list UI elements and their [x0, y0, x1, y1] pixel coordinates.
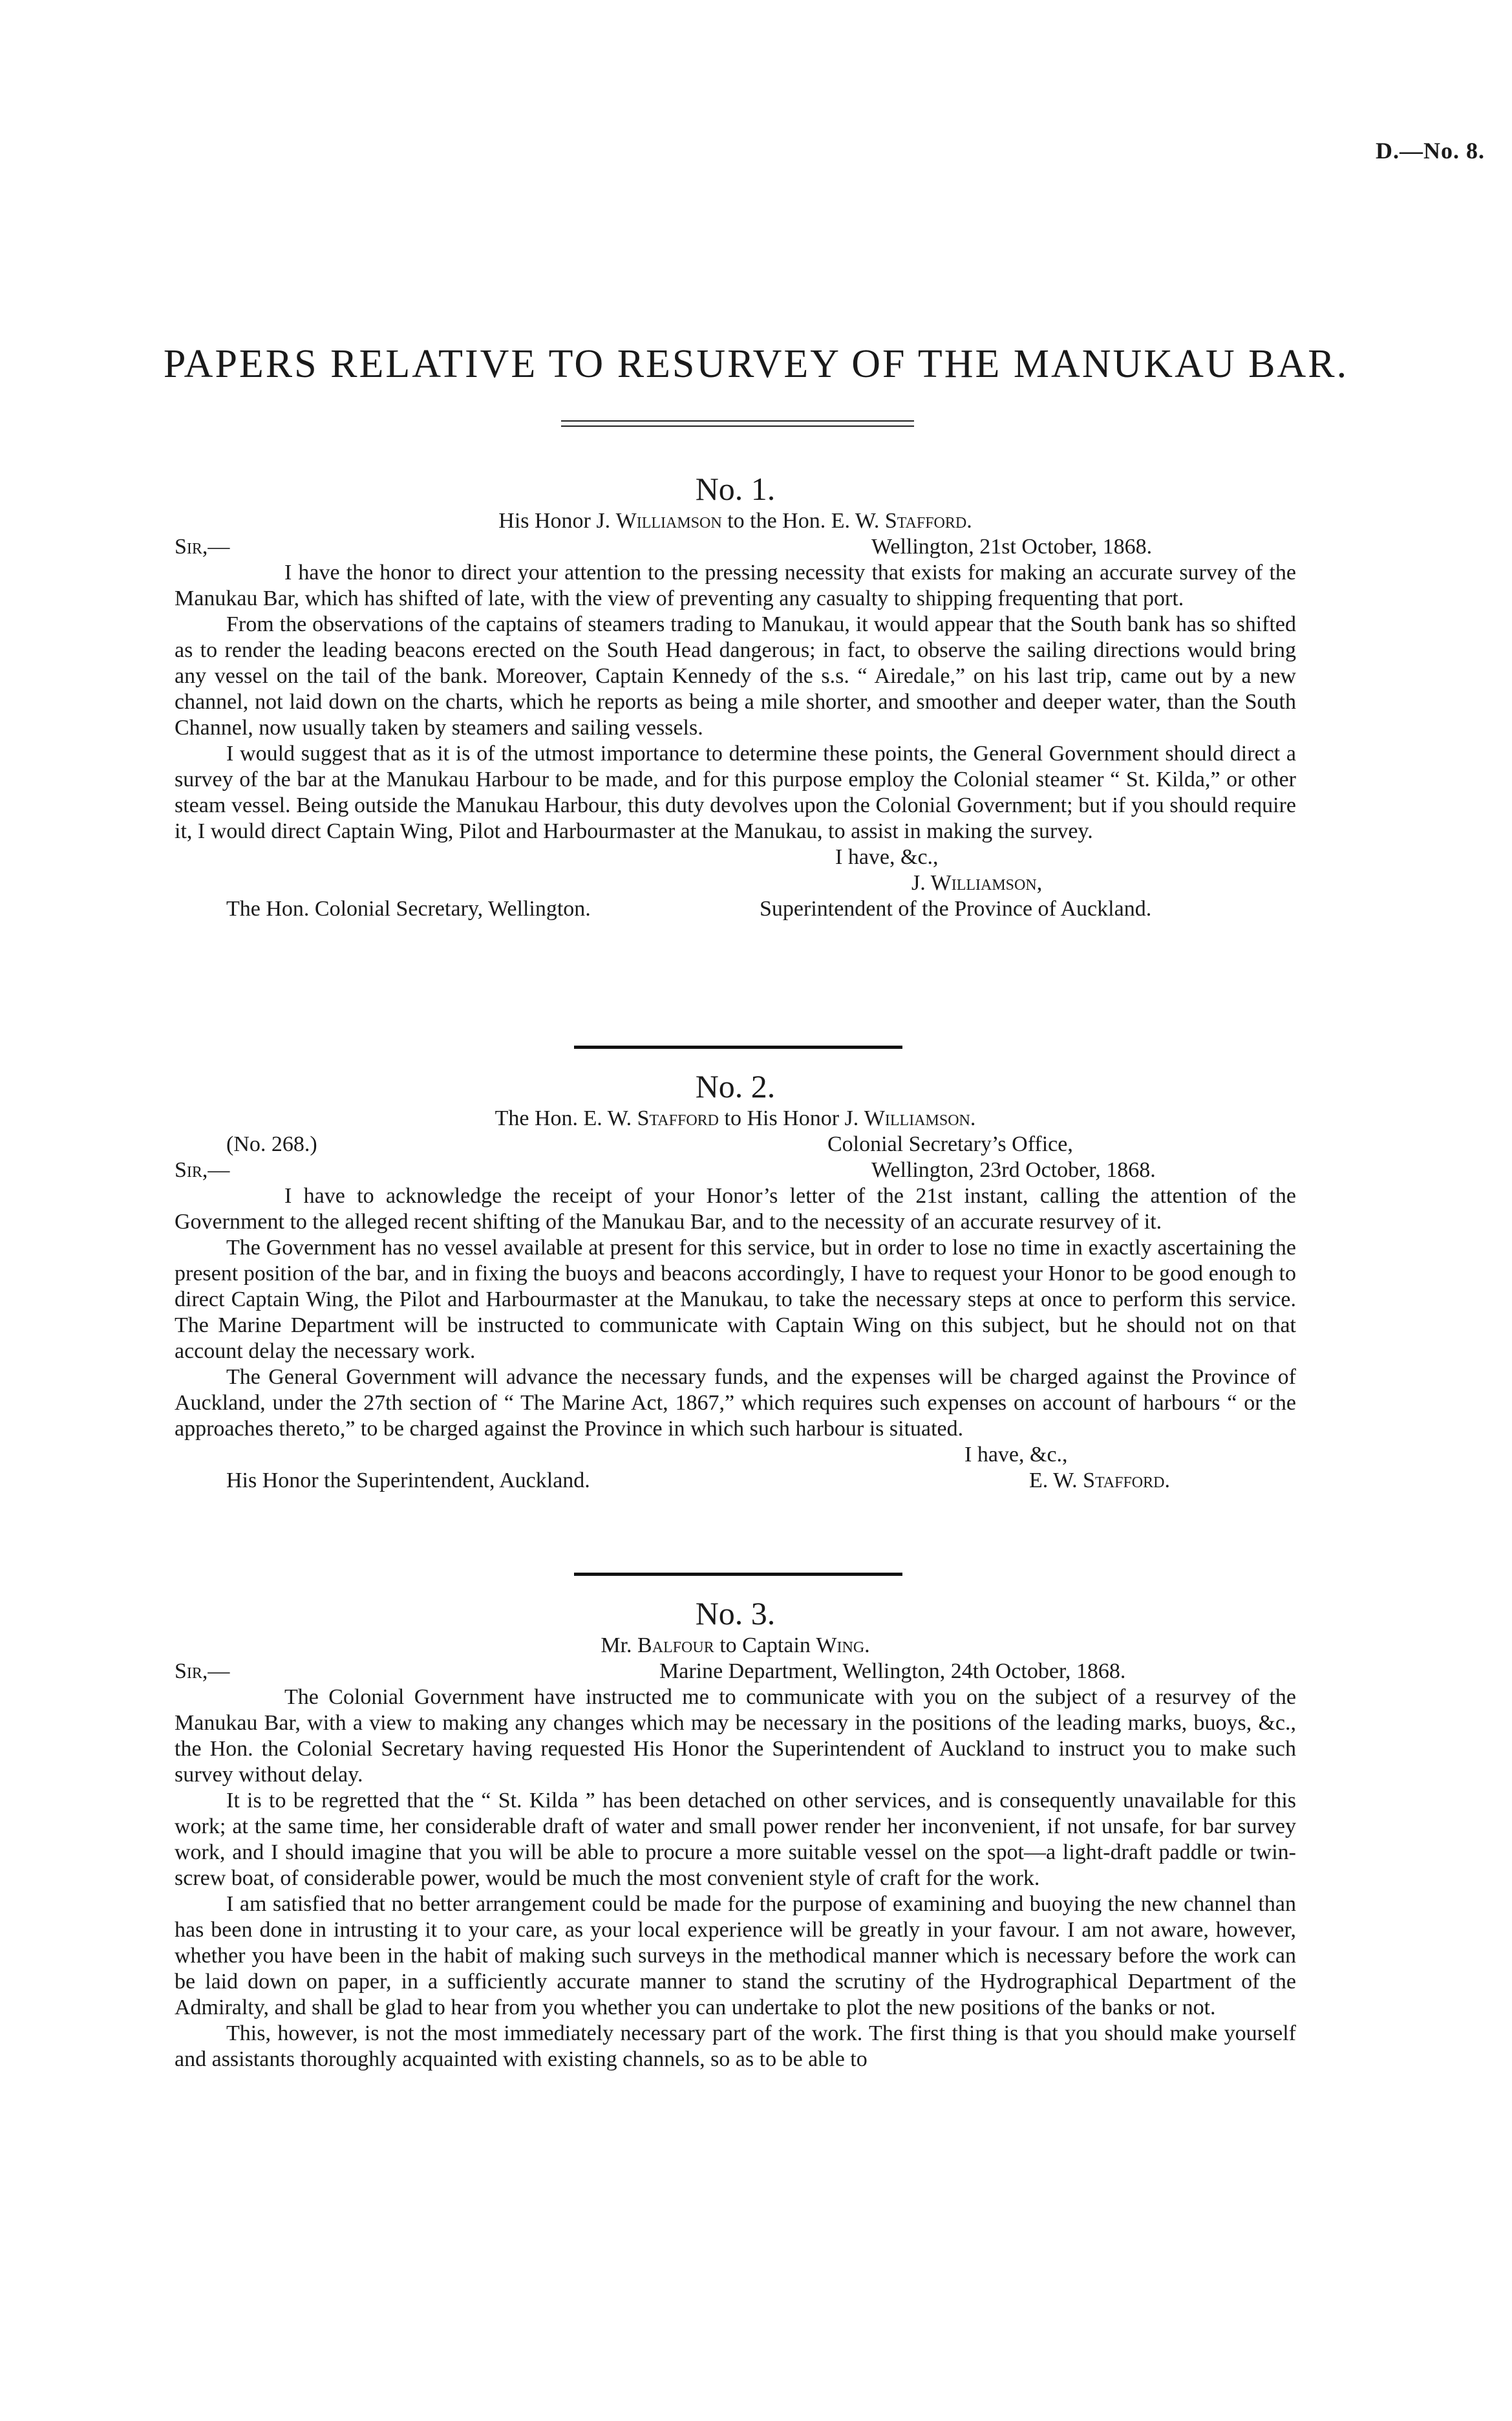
- addressee-row: [175, 1468, 1296, 1494]
- addressee-row: [175, 896, 1296, 922]
- document-reference: D.—No. 8.: [1376, 138, 1485, 164]
- place-date: Wellington, 21st October, 1868.: [871, 535, 1153, 559]
- paragraph: I have to acknowledge the receipt of your Honor’s letter of the 21st instant, calling the attention of the Government to the alleged recent shifting of the Manukau Bar, and to the necessity of an accurate resurvey of it.: [175, 1184, 1296, 1234]
- salutation-row: [175, 1659, 1296, 1684]
- section-rule: [574, 1573, 902, 1576]
- salutation: Sir,—: [175, 1659, 230, 1683]
- place-date: Wellington, 23rd October, 1868.: [871, 1158, 1156, 1182]
- paragraph: This, however, is not the most immediately necessary part of the work. The first thing is that you should make yourself and assistants thoroughly acquainted with existing channels, so as to be able to: [175, 2021, 1296, 2071]
- signature-name: J. Williamson,: [911, 871, 1043, 895]
- signature-title: Superintendent of the Province of Auckland.: [760, 897, 1152, 921]
- paragraph: I have the honor to direct your attention to the pressing necessity that exists for making an accurate survey of the Manukau Bar, which has shifted of late, with the view of preventing any casualty to shipping frequenting that port.: [175, 561, 1296, 610]
- letter-number: No. 3.: [695, 1595, 776, 1631]
- paragraph: I would suggest that as it is of the utmost importance to determine these points, the General Government should direct a survey of the bar at the Manukau Harbour to be made, and for this purpose employ the Colonial steamer “ St. Kilda,” or other steam vessel. Being outside the Manukau Harbour, this duty devolves upon the Colonial Government; but if you should require it, I would direct Captain Wing, Pilot and Harbourmaster at the Manukau, to assist in making the survey.: [175, 742, 1296, 843]
- addressee: The Hon. Colonial Secretary, Wellington.: [226, 897, 591, 921]
- document-title: PAPERS RELATIVE TO RESURVEY OF THE MANUKAU BAR.: [163, 342, 1349, 386]
- salutation: Sir,—: [175, 1158, 230, 1182]
- office: Colonial Secretary’s Office,: [827, 1132, 1073, 1156]
- letter-subtitle: His Honor J. Williamson to the Hon. E. W. Stafford.: [498, 509, 972, 533]
- closing-row: [175, 1442, 1296, 1468]
- letter-ref-no: (No. 268.): [226, 1132, 317, 1156]
- letter-subtitle: Mr. Balfour to Captain Wing.: [601, 1633, 870, 1657]
- letter-number: No. 1.: [695, 471, 776, 507]
- paragraph: From the observations of the captains of steamers trading to Manukau, it would appear that the South bank has so shifted as to render the leading beacons erected on the South Head dangerous; in fact, to observe the sailing directions would bring any vessel on the tail of the bank. Moreover, Captain Kennedy of the s.s. “ Airedale,” on his last trip, came out by a new channel, not laid down on the charts, which he reports as being a mile shorter, and smoother and deeper water, than the South Channel, now usually taken by steamers and sailing vessels.: [175, 612, 1296, 740]
- paragraph: It is to be regretted that the “ St. Kilda ” has been detached on other services, and is consequently unavailable for this work; at the same time, her considerable draft of water and small power render her inconvenient, if not unsafe, for bar survey work, and I should imagine that you will be able to procure a more suitable vessel on the spot—a light-draft paddle or twin-screw boat, of considerable power, would be much the most convenient style of craft for the work.: [175, 1789, 1296, 1890]
- salutation-row: [175, 534, 1296, 560]
- place-date: Marine Department, Wellington, 24th October, 1868.: [659, 1659, 1126, 1683]
- paragraph: I am satisfied that no better arrangement could be made for the purpose of examining and buoying the new channel than has been done in intrusting it to your care, as your local experience will be greatly in your favour. I am not aware, however, whether you have been in the habit of making such surveys in the methodical manner which is necessary before the work can be laid down on paper, in a sufficiently accurate manner to stand the scrutiny of the Hydrographical Department of the Admiralty, and shall be glad to hear from you whether you can undertake to plot the new positions of the banks or not.: [175, 1892, 1296, 2019]
- letter-3: [175, 1594, 1296, 2072]
- salutation: Sir,—: [175, 535, 230, 559]
- signature-row: [175, 870, 1296, 896]
- closing-row: [175, 845, 1296, 870]
- closing: I have, &c.,: [835, 845, 939, 869]
- salutation-row: [175, 1157, 1296, 1183]
- closing: I have, &c.,: [964, 1443, 1068, 1467]
- paragraph: The Government has no vessel available at present for this service, but in order to lose no time in exactly ascertaining the present position of the bar, and in fixing the buoys and beacons accordingly, I have to request your Honor to be good enough to direct Captain Wing, the Pilot and Harbourmaster at the Manukau, to take the necessary steps at once to perform this service. The Marine Department will be instructed to communicate with Captain Wing on this subject, but he should not on that account delay the necessary work.: [175, 1236, 1296, 1363]
- letter-2: [175, 1067, 1296, 1494]
- addressee: His Honor the Superintendent, Auckland.: [226, 1469, 590, 1492]
- letter-1: [175, 469, 1296, 922]
- reference-row: [175, 1132, 1296, 1157]
- paragraph: The Colonial Government have instructed me to communicate with you on the subject of a resurvey of the Manukau Bar, with a view to making any changes which may be necessary in the positions of the leading marks, buoys, &c., the Hon. the Colonial Secretary having requested His Honor the Superintendent of Auckland to instruct you to make such survey without delay.: [175, 1685, 1296, 1787]
- signature-name: E. W. Stafford.: [1029, 1469, 1170, 1492]
- paragraph: The General Government will advance the necessary funds, and the expenses will be charged against the Province of Auckland, under the 27th section of “ The Marine Act, 1867,” which requires such expenses on account of harbours “ or the approaches thereto,” to be charged against the Province in which such harbour is situated.: [175, 1365, 1296, 1441]
- letter-number: No. 2.: [695, 1068, 776, 1104]
- section-rule: [574, 1046, 902, 1049]
- letter-subtitle: The Hon. E. W. Stafford to His Honor J. Williamson.: [495, 1106, 976, 1130]
